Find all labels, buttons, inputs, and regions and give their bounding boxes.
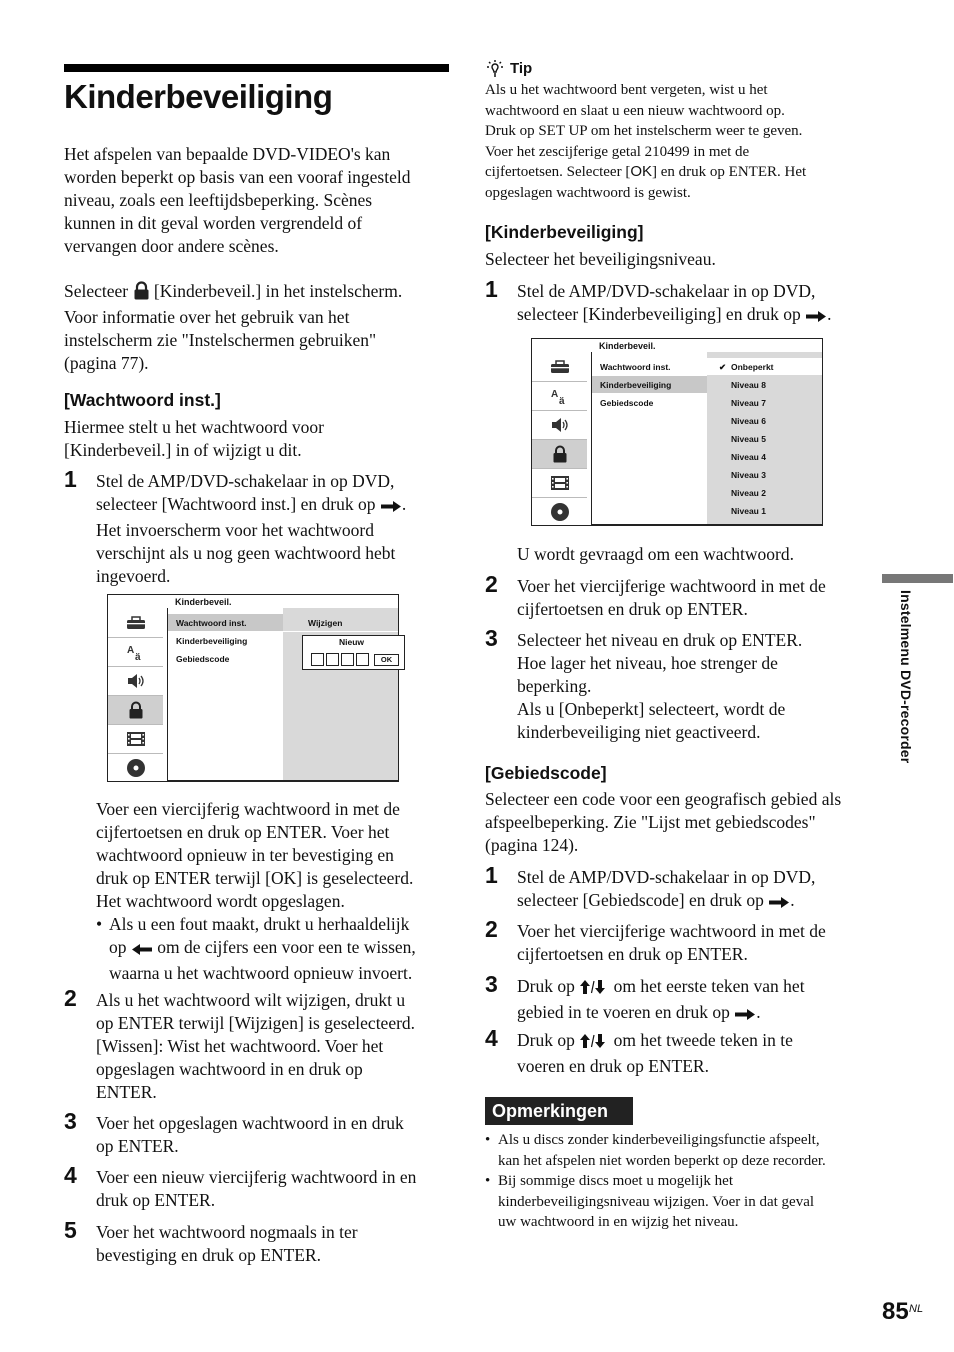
side-section-label: Instelmenu DVD-recorder xyxy=(898,590,914,764)
lock-icon xyxy=(108,696,163,725)
wachtwoord-after-text: Voer een viercijferig wachtwoord in met de cijfertoetsen en druk op ENTER. Voer het wachtwoord opnieuw in ter bevestiging en druk op ENTER terwijl [OK] is geselecteerd. Het wachtwoord wordt opgeslagen. xyxy=(96,799,414,911)
ok-button[interactable]: OK xyxy=(374,654,399,666)
step-number: 2 xyxy=(485,916,498,942)
page-title: Kinderbeveiliging xyxy=(64,78,333,115)
section-gebiedscode-heading: [Gebiedscode] xyxy=(485,763,607,783)
level-option[interactable]: Niveau 8 xyxy=(731,380,766,390)
wachtwoord-bullet: Als u een fout maakt, drukt u herhaaldelijk op om de cijfers een voor een te wissen, waarna u het wachtwoord opnieuw invoert. xyxy=(109,914,416,983)
bullet-marker: • xyxy=(96,914,103,934)
digit-box[interactable] xyxy=(326,653,339,666)
level-option[interactable]: Niveau 2 xyxy=(731,488,766,498)
note-1: Als u discs zonder kinderbeveiligingsfunctie afspeelt, kan het afspelen niet worden beperkt op deze recorder. xyxy=(498,1132,826,1169)
lock-icon xyxy=(133,281,150,306)
step-number: 5 xyxy=(64,1217,77,1243)
step-number: 3 xyxy=(485,625,498,651)
language-icon xyxy=(532,382,587,411)
wachtwoord-step3: Voer het opgeslagen wachtwoord in en druk op ENTER. xyxy=(96,1113,404,1156)
tip-text: Als u het wachtwoord bent vergeten, wist u het wachtwoord en slaat u een nieuw wachtwoord op. Druk op SET UP om het instelscherm weer te geven. Voer het zescijferige getal 210499 in met de cijfertoetsen. Selecteer [OK] en druk op ENTER. Het opgeslagen wachtwoord is gewist. xyxy=(485,82,807,201)
step-number: 1 xyxy=(485,276,498,302)
check-icon: ✔ xyxy=(719,362,727,372)
menu-item-wachtwoord[interactable]: Wachtwoord inst. xyxy=(600,362,671,372)
bullet-marker: • xyxy=(485,1132,491,1148)
arrow-up-down-icon xyxy=(579,1032,609,1055)
password-setup-screen xyxy=(107,594,399,782)
menu-item-gebiedscode[interactable]: Gebiedscode xyxy=(176,654,230,664)
svg-text:A: A xyxy=(550,389,558,400)
note-2: Bij sommige discs moet u mogelijk het kinderbeveiligingsniveau wijzigen. Voer in dat geval uw wachtwoord in en wijzig het niveau. xyxy=(498,1173,815,1230)
level-option[interactable]: Niveau 3 xyxy=(731,470,766,480)
arrow-right-icon xyxy=(380,496,402,519)
digit-box[interactable] xyxy=(311,653,324,666)
step-number: 3 xyxy=(485,971,498,997)
film-icon xyxy=(532,469,587,498)
arrow-up-down-icon xyxy=(579,978,609,1001)
notes-heading: Opmerkingen xyxy=(485,1097,633,1125)
toolbox-icon xyxy=(532,353,587,382)
menu-item-wachtwoord[interactable]: Wachtwoord inst. xyxy=(176,618,247,628)
wachtwoord-step4: Voer een nieuw viercijferig wachtwoord in en druk op ENTER. xyxy=(96,1167,417,1210)
digit-box[interactable] xyxy=(356,653,369,666)
title-bar xyxy=(64,64,449,72)
gebied-step4: Druk op om het tweede teken in te voeren en druk op ENTER. xyxy=(517,1030,793,1076)
language-icon xyxy=(108,638,163,667)
setup-icon-column xyxy=(532,339,587,525)
setup-icon-column xyxy=(108,595,163,781)
step-number: 1 xyxy=(485,862,498,888)
speaker-icon xyxy=(532,411,587,440)
speaker-icon xyxy=(108,667,163,696)
menu-item-kinderbeveiliging[interactable]: Kinderbeveiliging xyxy=(600,380,672,390)
toolbox-icon xyxy=(108,609,163,638)
arrow-right-icon xyxy=(734,1004,756,1027)
kinder-step1: Stel de AMP/DVD-schakelaar in op DVD, selecteer [Kinderbeveiliging] en druk op . xyxy=(517,280,832,329)
digit-box[interactable] xyxy=(341,653,354,666)
password-popup xyxy=(302,635,405,670)
kinder-after-text: U wordt gevraagd om een wachtwoord. xyxy=(517,544,794,564)
disc-icon xyxy=(108,754,163,782)
page-language-suffix: NL xyxy=(909,1303,924,1315)
level-option[interactable]: Niveau 6 xyxy=(731,416,766,426)
svg-text:ä: ä xyxy=(558,396,565,405)
lock-icon xyxy=(532,440,587,469)
screen-title: Kinderbeveil. xyxy=(599,341,656,351)
level-option[interactable]: Niveau 1 xyxy=(731,506,766,516)
option-wijzigen[interactable]: Wijzigen xyxy=(308,618,343,628)
svg-text:A: A xyxy=(126,645,134,656)
parental-level-screen xyxy=(531,338,823,526)
arrow-right-icon xyxy=(768,892,790,915)
kinder-description: Selecteer het beveiligingsniveau. xyxy=(485,249,716,269)
tip-label: Tip xyxy=(510,60,533,77)
wachtwoord-step5: Voer het wachtwoord nogmaals in ter bevestiging en druk op ENTER. xyxy=(96,1222,358,1265)
gebied-step2: Voer het viercijferige wachtwoord in met de cijfertoetsen en druk op ENTER. xyxy=(517,921,826,964)
menu-item-gebiedscode[interactable]: Gebiedscode xyxy=(600,398,654,408)
svg-text:ä: ä xyxy=(134,652,141,661)
kinder-step2: Voer het viercijferige wachtwoord in met de cijfertoetsen en druk op ENTER. xyxy=(517,576,826,619)
disc-icon xyxy=(532,498,587,526)
level-option[interactable]: Niveau 5 xyxy=(731,434,766,444)
gebied-step1: Stel de AMP/DVD-schakelaar in op DVD, selecteer [Gebiedscode] en druk op . xyxy=(517,866,815,915)
wachtwoord-step2: Als u het wachtwoord wilt wijzigen, drukt u op ENTER terwijl [Wijzigen] is geselecteerd. [Wissen]: Wist het wachtwoord. Voer het opgeslagen wachtwoord in en druk op ENTER. xyxy=(96,990,416,1102)
film-icon xyxy=(108,725,163,754)
arrow-left-icon xyxy=(131,939,153,962)
gebied-description: Selecteer een code voor een geografisch gebied als afspeelbeperking. Zie "Lijst met gebiedscodes" (pagina 124). xyxy=(485,789,842,855)
bullet-marker: • xyxy=(485,1173,491,1189)
side-tab-bar xyxy=(882,574,953,583)
step-number: 2 xyxy=(64,985,77,1011)
screen-title: Kinderbeveil. xyxy=(175,597,232,607)
settings-menu xyxy=(591,352,823,525)
intro-paragraph: Het afspelen van bepaalde DVD-VIDEO's kan worden beperkt op basis van een vooraf ingesteld niveau, zoals een leeftijdsbeperking. Scènes kunnen in dit geval worden vergrendeld of vervangen door andere scènes. xyxy=(64,144,411,256)
step-number: 4 xyxy=(485,1025,498,1051)
step-number: 1 xyxy=(64,466,77,492)
wachtwoord-step1: Stel de AMP/DVD-schakelaar in op DVD, selecteer [Wachtwoord inst.] en druk op . Het invoerscherm voor het wachtwoord verschijnt als u nog geen wachtwoord hebt ingevoerd. xyxy=(96,471,407,586)
select-paragraph: Selecteer [Kinderbeveil.] in het instelscherm. Voor informatie over het gebruik van het instelscherm zie "Instelschermen gebruiken" (pagina 77). xyxy=(64,281,403,373)
level-option[interactable]: Niveau 7 xyxy=(731,398,766,408)
gebied-step3: Druk op om het eerste teken van het gebied in te voeren en druk op . xyxy=(517,975,805,1027)
page-number: 85 xyxy=(882,1298,909,1325)
popup-title: Nieuw xyxy=(339,637,365,647)
level-option[interactable]: Onbeperkt xyxy=(731,362,774,372)
settings-menu xyxy=(167,608,399,781)
level-option[interactable]: Niveau 4 xyxy=(731,452,766,462)
step-number: 2 xyxy=(485,571,498,597)
section-wachtwoord-heading: [Wachtwoord inst.] xyxy=(64,390,221,410)
step-number: 4 xyxy=(64,1162,77,1188)
kinder-step3: Selecteer het niveau en druk op ENTER. Hoe lager het niveau, hoe strenger de beperking. Als u [Onbeperkt] selecteert, wordt de kinderbeveiliging niet geactiveerd. xyxy=(517,630,803,742)
step-number: 3 xyxy=(64,1108,77,1134)
wachtwoord-description: Hiermee stelt u het wachtwoord voor [Kinderbeveil.] in of wijzigt u dit. xyxy=(64,417,324,460)
section-kinderbeveiliging-heading: [Kinderbeveiliging] xyxy=(485,222,644,242)
menu-item-kinderbeveiliging[interactable]: Kinderbeveiliging xyxy=(176,636,248,646)
arrow-right-icon xyxy=(805,306,827,329)
